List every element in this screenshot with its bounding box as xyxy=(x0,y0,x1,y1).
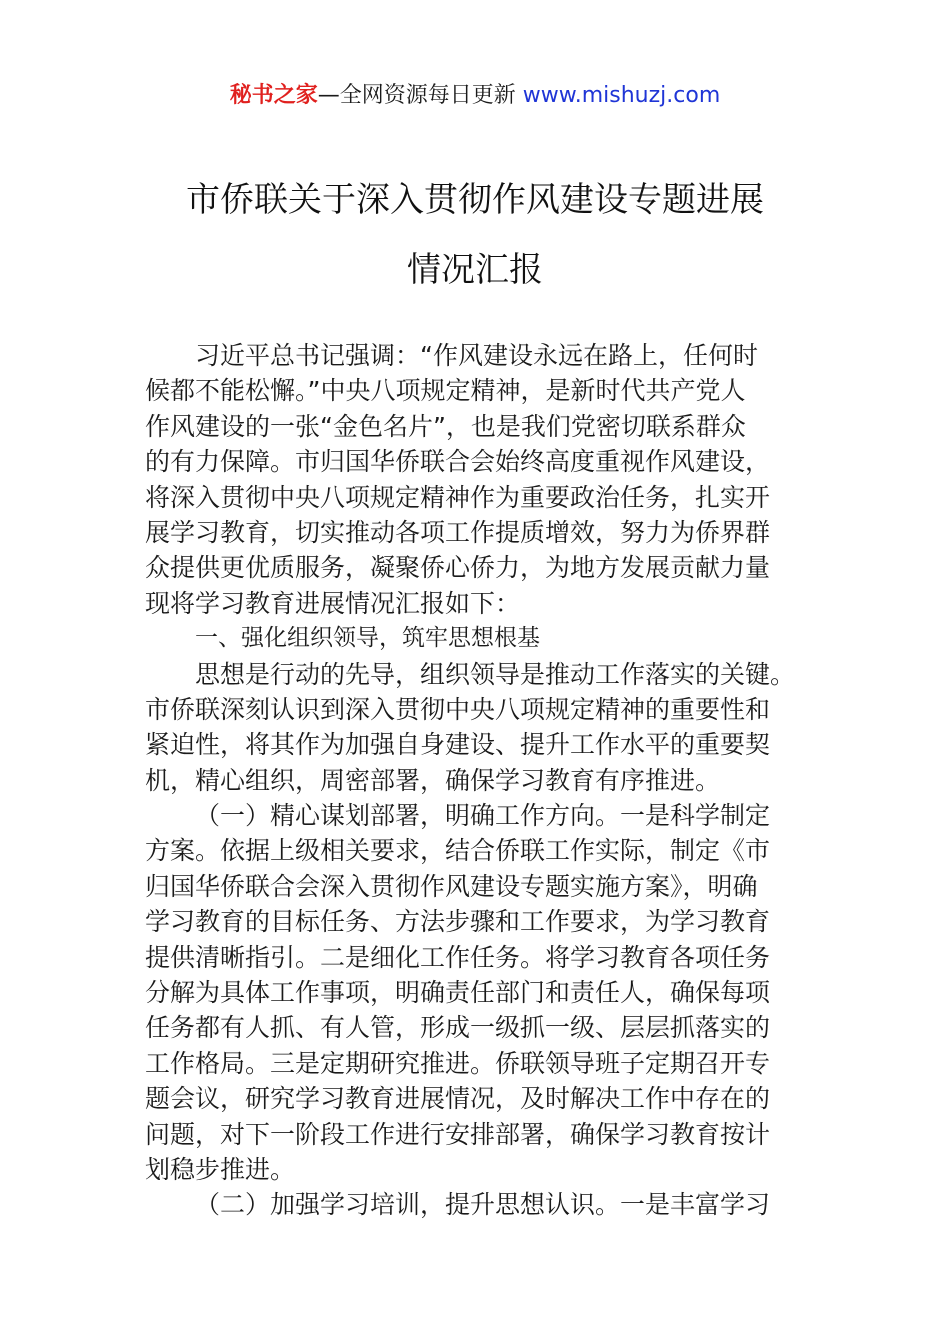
body-line: 任务都有人抓、有人管，形成一级抓一级、层层抓落实的 xyxy=(145,1013,771,1043)
body-line: 候都不能松懈。”中央八项规定精神，是新时代共产党人 xyxy=(145,376,746,406)
body-line: 归国华侨联合会深入贯彻作风建设专题实施方案》，明确 xyxy=(145,871,758,901)
body-line: 题会议，研究学习教育进展情况，及时解决工作中存在的 xyxy=(145,1084,771,1114)
body-line: 工作格局。三是定期研究推进。侨联领导班子定期召开专 xyxy=(145,1048,771,1078)
site-brand: 秘书之家 xyxy=(229,83,318,108)
site-header xyxy=(0,80,950,112)
document-body xyxy=(145,338,815,1223)
body-line: 众提供更优质服务，凝聚侨心侨力，为地方发展贡献力量 xyxy=(145,553,771,583)
body-line: 思想是行动的先导，组织领导是推动工作落实的关键。 xyxy=(195,659,796,689)
site-url-link[interactable]: www.mishuzj.com xyxy=(522,83,721,108)
body-line: 的有力保障。市归国华侨联合会始终高度重视作风建设， xyxy=(145,447,771,477)
section-heading: 一、强化组织领导，筑牢思想根基 xyxy=(195,625,540,652)
document-title-line-1: 市侨联关于深入贯彻作风建设专题进展 xyxy=(186,180,764,220)
header-dash: — xyxy=(317,83,340,108)
body-line: 现将学习教育进展情况汇报如下： xyxy=(145,588,521,618)
body-line: 市侨联深刻认识到深入贯彻中央八项规定精神的重要性和 xyxy=(145,694,771,724)
body-line: 方案。依据上级相关要求，结合侨联工作实际，制定《市 xyxy=(145,836,771,866)
body-line: （二）加强学习培训，提升思想认识。一是丰富学习 xyxy=(195,1190,771,1220)
body-line: 学习教育的目标任务、方法步骤和工作要求，为学习教育 xyxy=(145,907,771,937)
document-title-line-2: 情况汇报 xyxy=(407,250,543,290)
body-line: 将深入贯彻中央八项规定精神作为重要政治任务，扎实开 xyxy=(145,482,771,512)
body-line: 分解为具体工作事项，明确责任部门和责任人，确保每项 xyxy=(145,978,771,1008)
body-line: 习近平总书记强调：“作风建设永远在路上，任何时 xyxy=(195,341,758,370)
site-tagline: 全网资源每日更新 xyxy=(339,83,516,108)
body-line: 机，精心组织，周密部署，确保学习教育有序推进。 xyxy=(145,765,721,795)
body-line: （一）精心谋划部署，明确工作方向。一是科学制定 xyxy=(195,801,771,831)
body-line: 提供清晰指引。二是细化工作任务。将学习教育各项任务 xyxy=(145,942,771,972)
body-line: 作风建设的一张“金色名片”，也是我们党密切联系群众 xyxy=(145,411,746,441)
body-line: 紧迫性，将其作为加强自身建设、提升工作水平的重要契 xyxy=(145,730,771,760)
body-line: 问题，对下一阶段工作进行安排部署，确保学习教育按计 xyxy=(145,1119,771,1149)
body-line: 展学习教育，切实推动各项工作提质增效，努力为侨界群 xyxy=(145,517,771,547)
body-line: 划稳步推进。 xyxy=(145,1154,296,1184)
